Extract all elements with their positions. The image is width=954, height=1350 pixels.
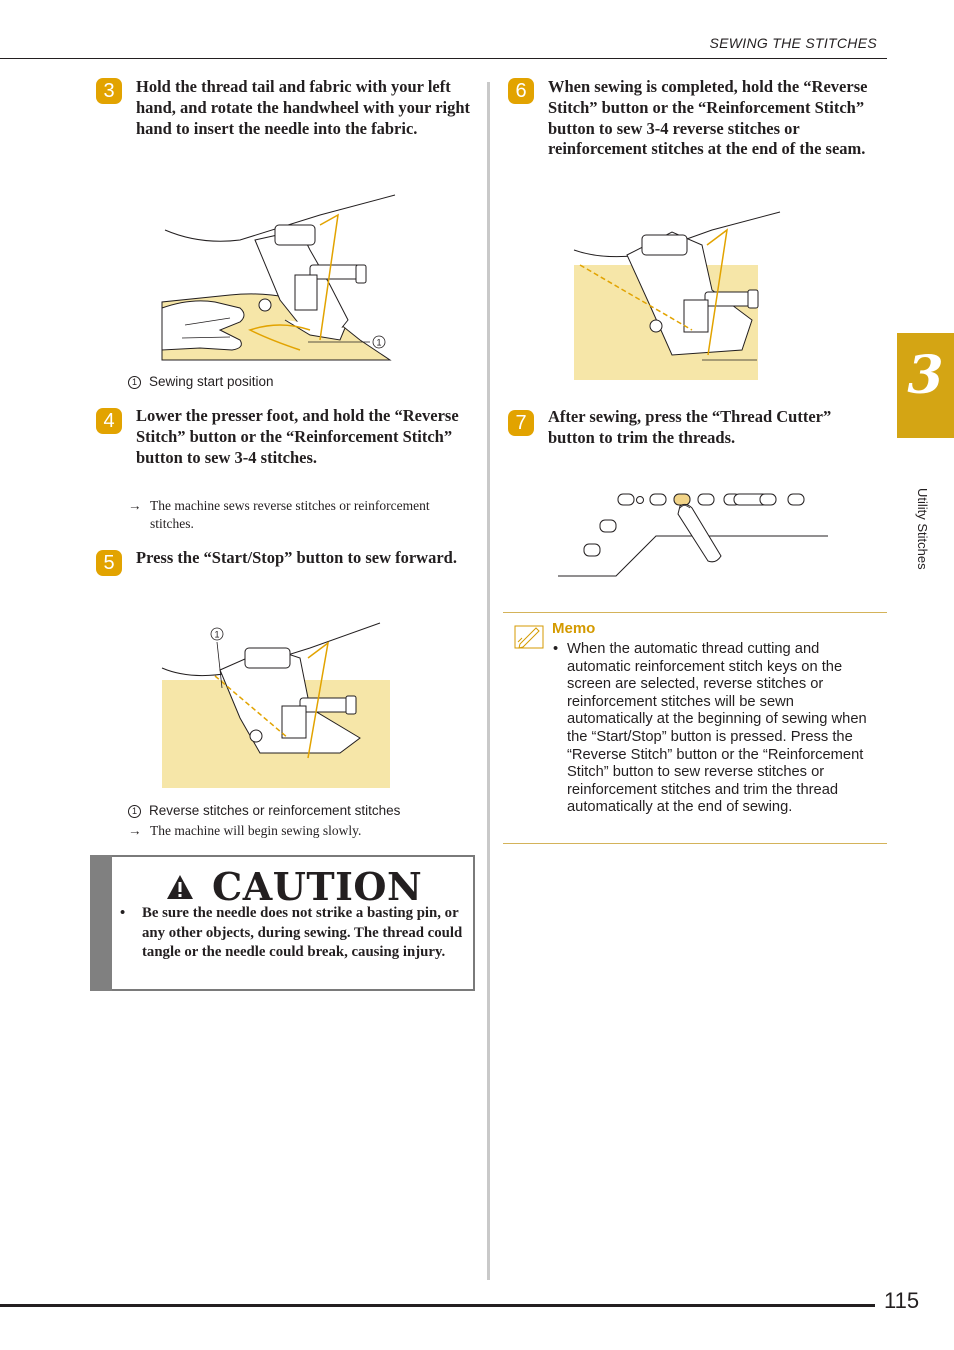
result-text: The machine will begin sewing slowly. [150, 823, 362, 838]
memo-text-block [553, 641, 883, 817]
result-text: The machine sews reverse stitches or reinforcement stitches. [150, 498, 430, 531]
caption-number: 1 [128, 376, 141, 389]
caption-text: Sewing start position [149, 374, 274, 389]
chapter-side-label [912, 460, 932, 620]
caption-number: 1 [128, 805, 141, 818]
needle-insertion-illustration [160, 190, 400, 362]
sew-forward-illustration [160, 618, 392, 790]
callout-number: 1 [214, 629, 220, 640]
memo-title: Memo [552, 620, 596, 637]
step-4-badge: 4 [96, 408, 122, 434]
step-4-text: Lower the presser foot, and hold the “Reverse Stitch” button or the “Reinforcement Stitch” button to sew 3-4 stitches. [136, 406, 459, 467]
memo-bullet: • [553, 641, 559, 657]
running-header: SEWING THE STITCHES [709, 35, 877, 51]
caution-title: CAUTION [212, 864, 423, 909]
page-number: 115 [884, 1288, 920, 1313]
step-3-badge: 3 [96, 78, 122, 104]
step-5-text: Press the “Start/Stop” button to sew forward. [136, 548, 457, 567]
thread-cutter-button-illustration [556, 486, 836, 580]
caution-side-bar [90, 855, 112, 991]
step-3-text: Hold the thread tail and fabric with your left hand, and rotate the handwheel with your right hand to insert the needle into the fabric. [136, 77, 471, 138]
callout-number: 1 [376, 337, 382, 348]
memo-text: When the automatic thread cutting and automatic reinforcement stitch keys on the screen are selected, reverse stitches or reinforcement stitches will be sewn automatically at the beginning of sewing when the “Start/Stop” button is pressed. Press the “Reverse Stitch” button or the “Reinforcement Stitch” button to sew reverse stitches or reinforcement stitches and trim the thread automatically at the end of sewing. [567, 641, 867, 816]
step-7-text: After sewing, press the “Thread Cutter” button to trim the threads. [548, 407, 832, 447]
caption-text: Reverse stitches or reinforcement stitches [149, 803, 401, 818]
result-arrow: → [128, 823, 142, 838]
caution-text: Be sure the needle does not strike a basting pin, or any other objects, during sewing. The thread could tangle or the needle could break, causing injury. [142, 905, 463, 960]
end-of-seam-illustration [572, 210, 784, 382]
memo-icon [514, 622, 546, 650]
side-label-text: Utility Stitches [915, 488, 930, 570]
column-divider [487, 82, 490, 1280]
step-5-result [128, 822, 476, 840]
step-6-badge: 6 [508, 78, 534, 104]
step-6-text: When sewing is completed, hold the “Reverse Stitch” button or the “Reinforcement Stitch” button to sew 3-4 reverse stitches or reinforcement stitches at the end of the seam. [548, 77, 868, 159]
step-5-caption [128, 803, 400, 818]
chapter-number: 3 [907, 345, 944, 406]
header-rule [0, 58, 887, 59]
step-7-badge: 7 [508, 410, 534, 436]
step-4-result [128, 497, 476, 533]
step-3-caption [128, 374, 274, 389]
warning-triangle-icon [165, 873, 195, 901]
memo-bottom-rule [503, 843, 887, 844]
result-arrow: → [128, 498, 142, 513]
footer-rule [0, 1304, 875, 1307]
caution-bullet: • [120, 905, 126, 921]
memo-top-rule [503, 612, 887, 613]
thread-cutter-button[interactable] [674, 494, 690, 505]
step-5-badge: 5 [96, 550, 122, 576]
caution-text-block [120, 904, 468, 963]
